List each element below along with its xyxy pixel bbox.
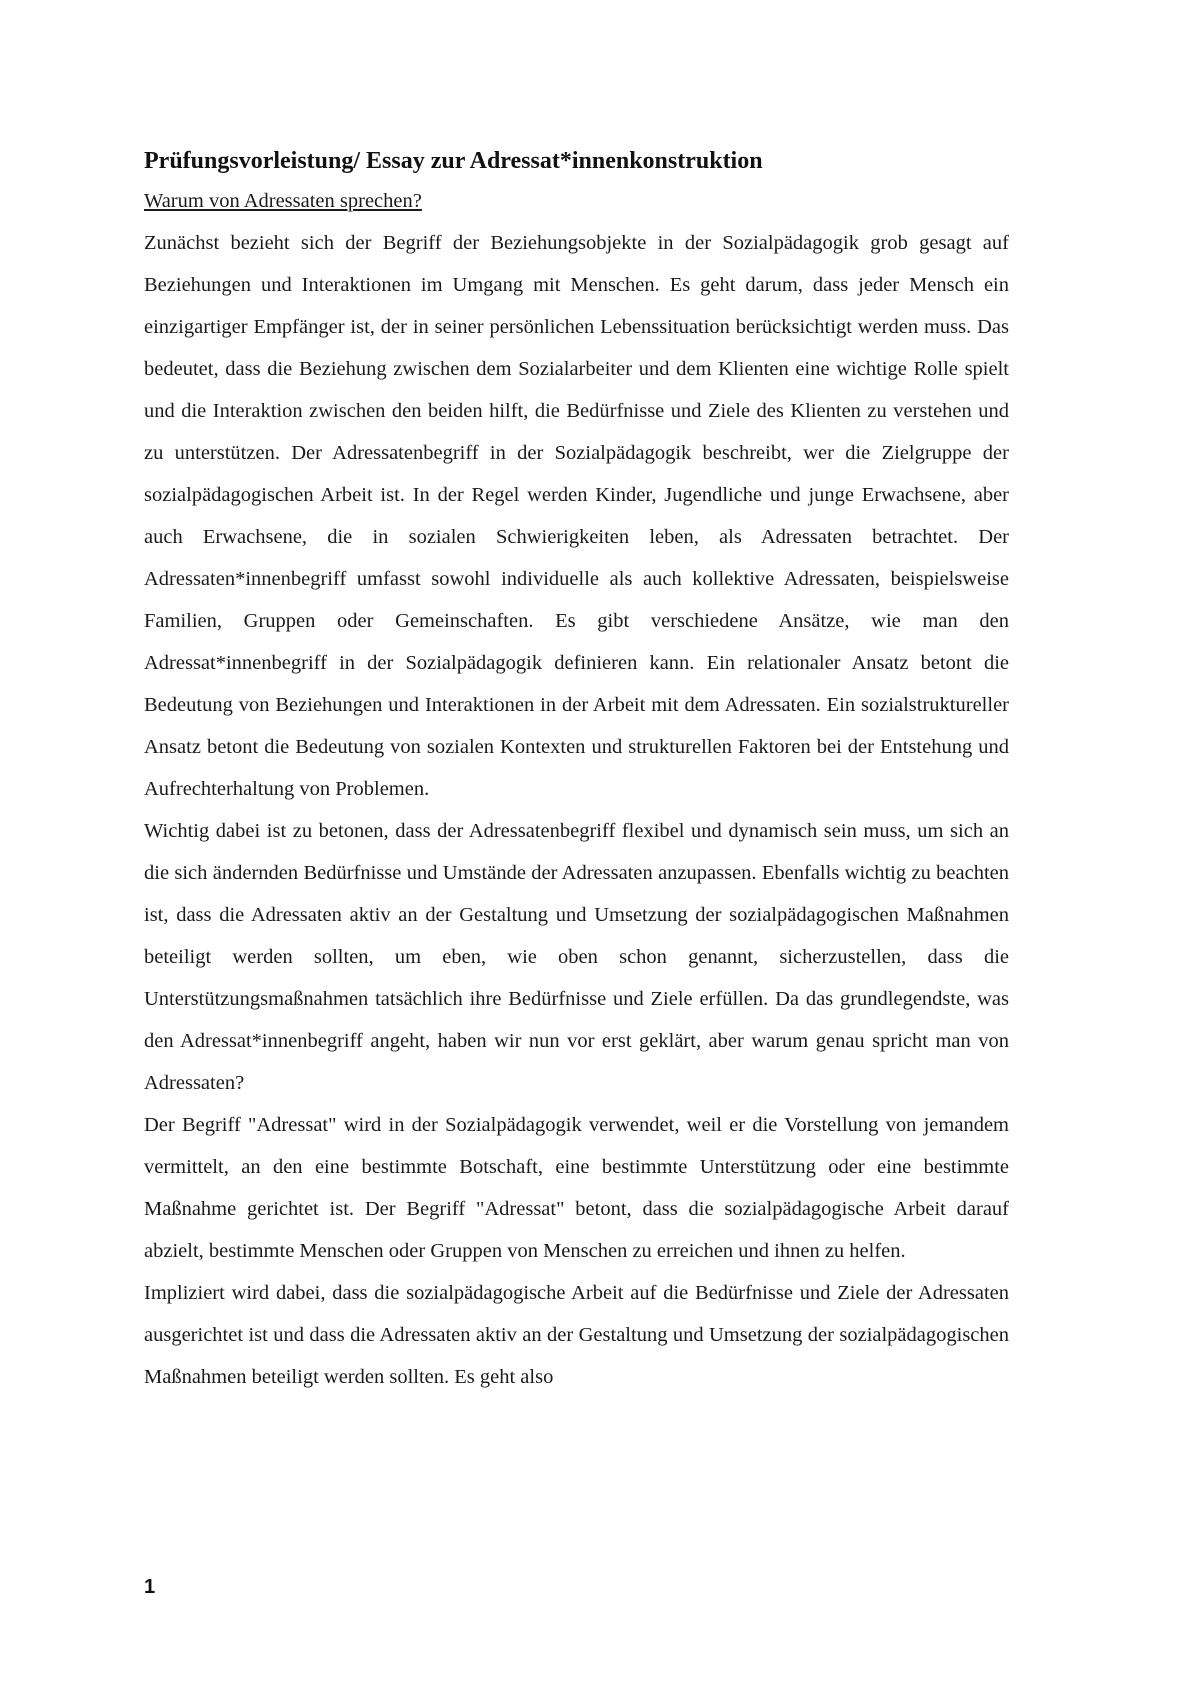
document-title: Prüfungsvorleistung/ Essay zur Adressat*innenkonstruktion	[144, 148, 763, 174]
section-heading: Warum von Adressaten sprechen?	[144, 190, 422, 212]
paragraph-2: Wichtig dabei ist zu betonen, dass der Adressatenbegriff flexibel und dynamisch sein muss, um sich an die sich ändernden Bedürfnisse und Umstände der Adressaten anzupassen. Ebenfalls wichtig zu beachten ist, dass die Adressaten aktiv an der Gestaltung und Umsetzung der sozialpädagogischen Maßnahmen beteiligt werden sollten, um eben, wie oben schon genannt, sicherzustellen, dass die Unterstützungsmaßnahmen tatsächlich ihre Bedürfnisse und Ziele erfüllen. Da das grundlegendste, was den Adressat*innenbegriff angeht, haben wir nun vor erst geklärt, aber warum genau spricht man von Adressaten?	[144, 820, 1009, 1094]
paragraph-3: Der Begriff "Adressat" wird in der Sozialpädagogik verwendet, weil er die Vorstellung von jemandem vermittelt, an den eine bestimmte Botschaft, eine bestimmte Unterstützung oder eine bestimmte Maßnahme gerichtet ist. Der Begriff "Adressat" betont, dass die sozialpädagogische Arbeit darauf abzielt, bestimmte Menschen oder Gruppen von Menschen zu erreichen und ihnen zu helfen.	[144, 1114, 1009, 1262]
page-number: 1	[144, 1576, 156, 1598]
paragraph-4: Impliziert wird dabei, dass die sozialpädagogische Arbeit auf die Bedürfnisse und Ziele der Adressaten ausgerichtet ist und dass die Adressaten aktiv an der Gestaltung und Umsetzung der sozialpädagogischen Maßnahmen beteiligt werden sollten. Es geht also	[144, 1282, 1009, 1388]
document-body	[144, 142, 1009, 1398]
paragraph-1: Zunächst bezieht sich der Begriff der Beziehungsobjekte in der Sozialpädagogik grob gesagt auf Beziehungen und Interaktionen im Umgang mit Menschen. Es geht darum, dass jeder Mensch ein einzigartiger Empfänger ist, der in seiner persönlichen Lebenssituation berücksichtigt werden muss. Das bedeutet, dass die Beziehung zwischen dem Sozialarbeiter und dem Klienten eine wichtige Rolle spielt und die Interaktion zwischen den beiden hilft, die Bedürfnisse und Ziele des Klienten zu verstehen und zu unterstützen. Der Adressatenbegriff in der Sozialpädagogik beschreibt, wer die Zielgruppe der sozialpädagogischen Arbeit ist. In der Regel werden Kinder, Jugendliche und junge Erwachsene, aber auch Erwachsene, die in sozialen Schwierigkeiten leben, als Adressaten betrachtet. Der Adressaten*innenbegriff umfasst sowohl individuelle als auch kollektive Adressaten, beispielsweise Familien, Gruppen oder Gemeinschaften. Es gibt verschiedene Ansätze, wie man den Adressat*innenbegriff in der Sozialpädagogik definieren kann. Ein relationaler Ansatz betont die Bedeutung von Beziehungen und Interaktionen in der Arbeit mit dem Adressaten. Ein sozialstruktureller Ansatz betont die Bedeutung von sozialen Kontexten und strukturellen Faktoren bei der Entstehung und Aufrechterhaltung von Problemen.	[144, 232, 1009, 800]
